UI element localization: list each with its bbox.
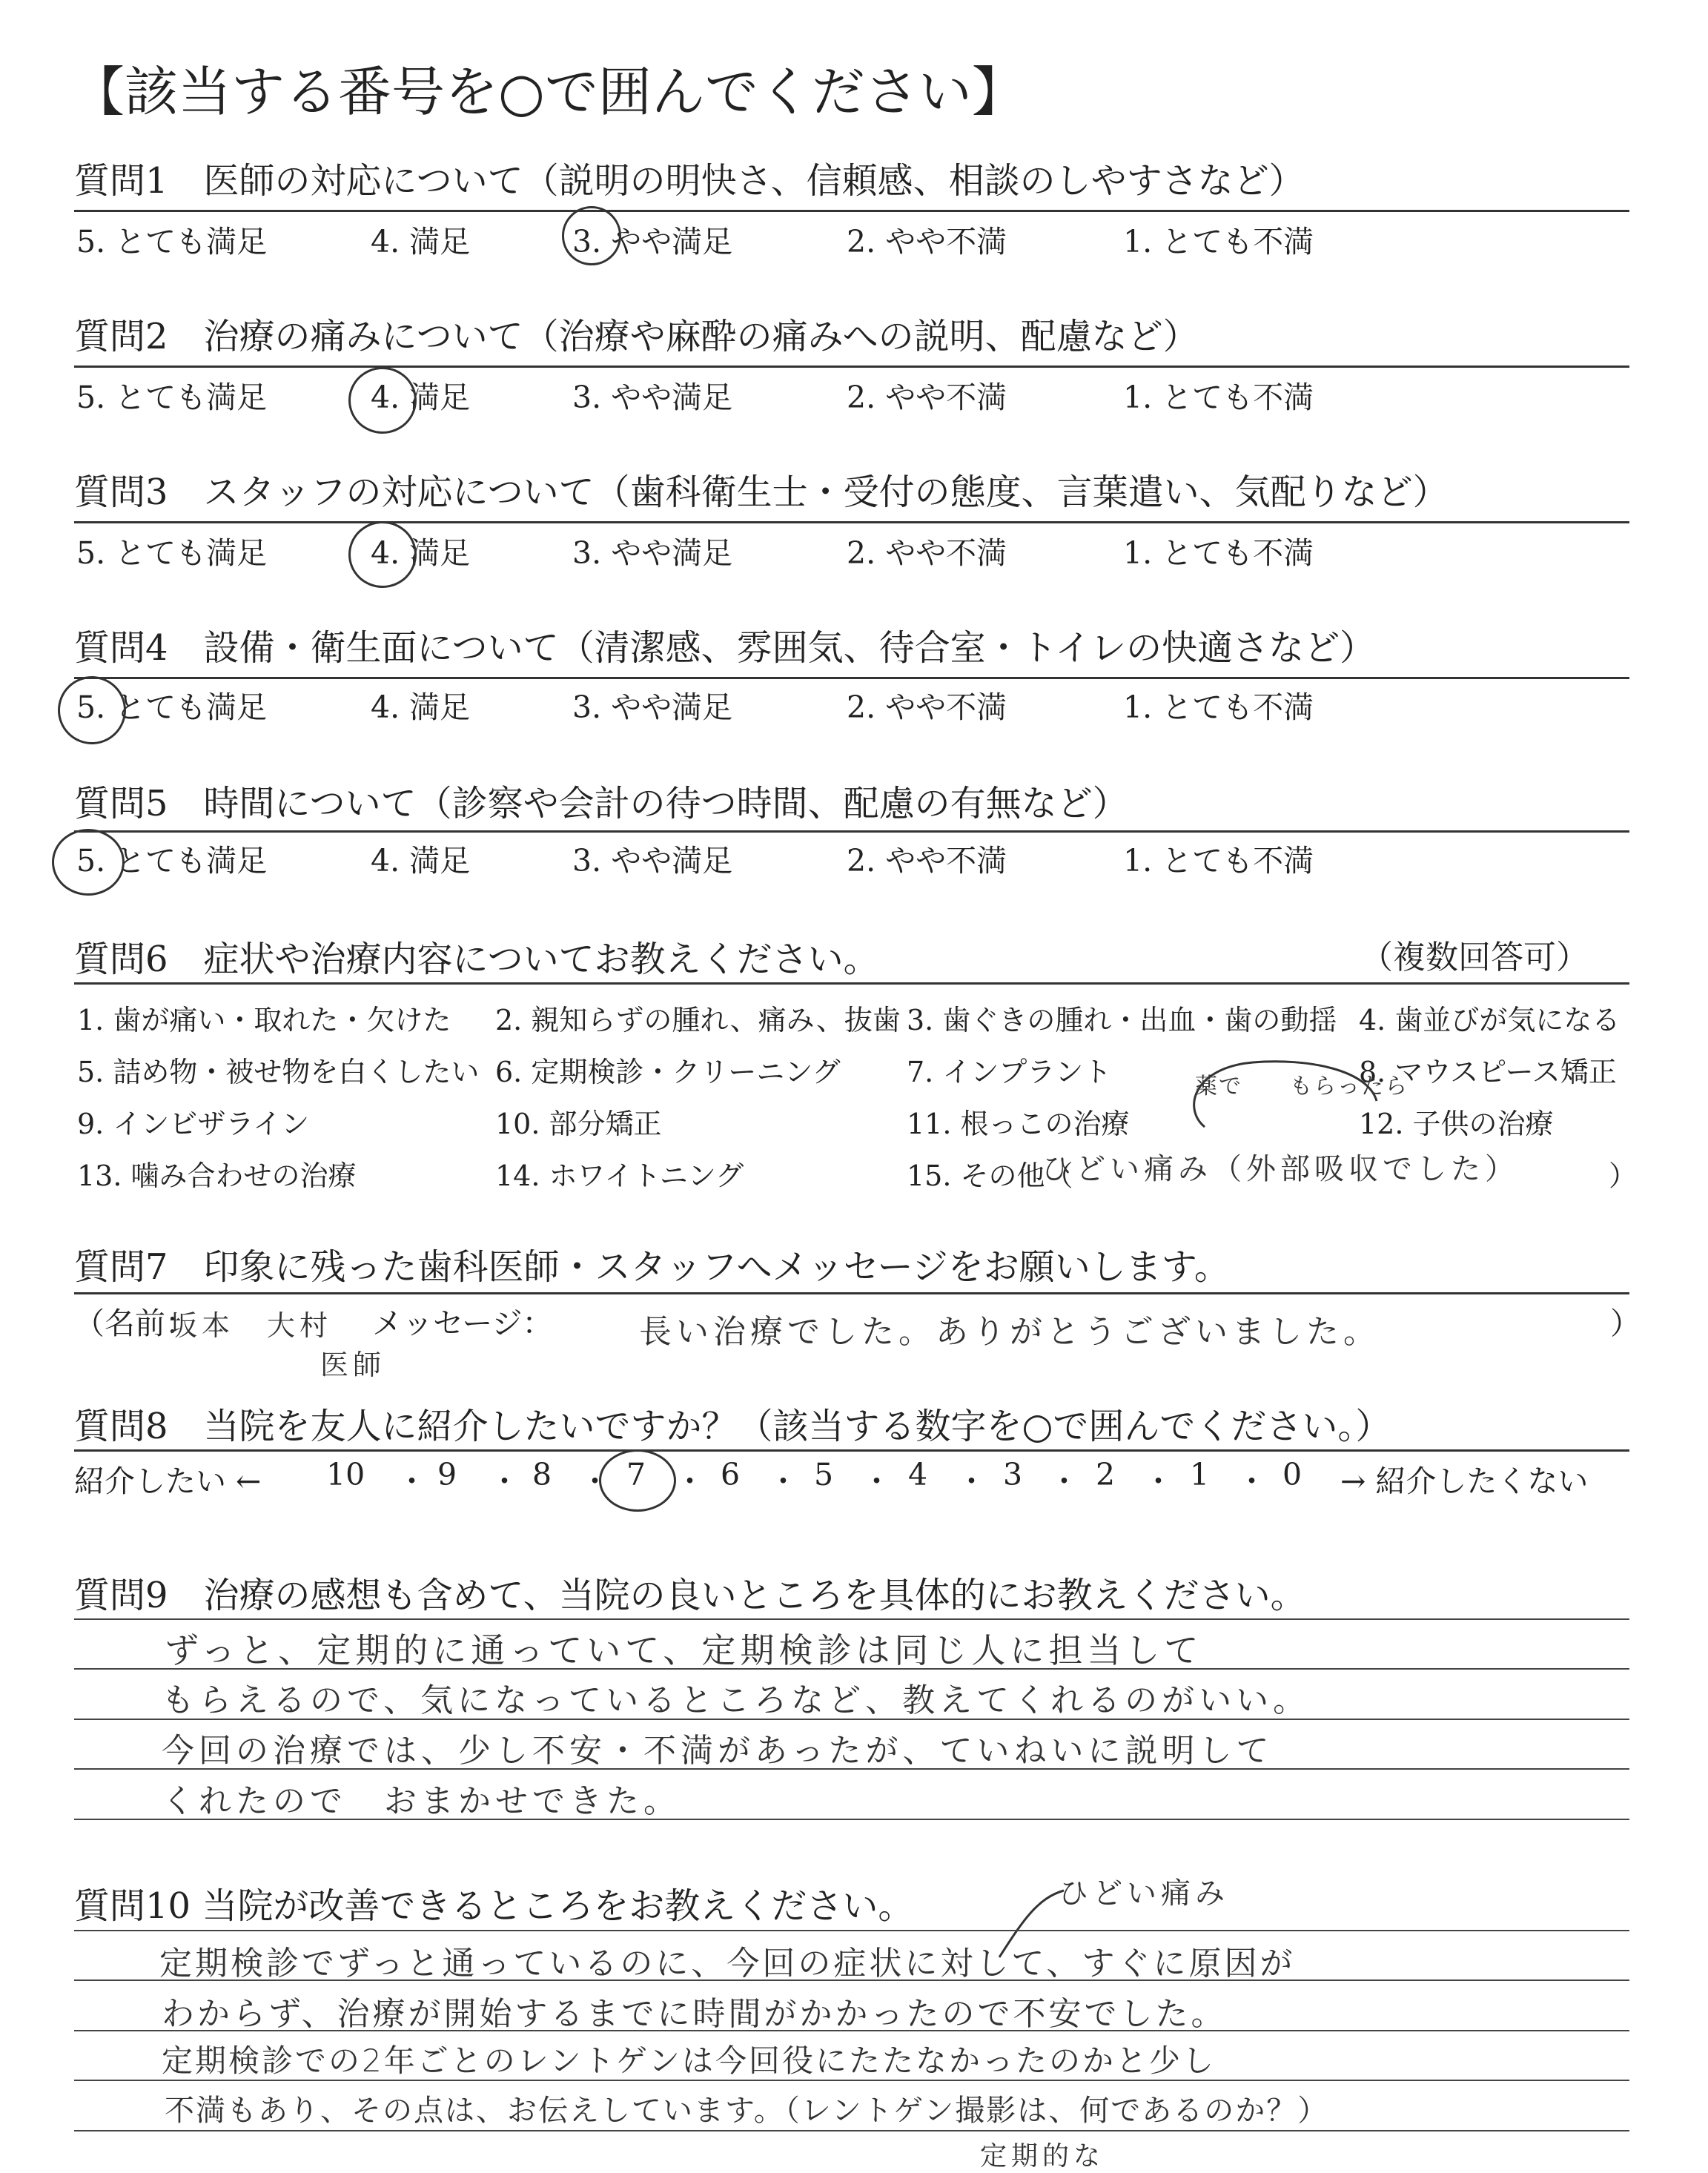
- multiple-answer-note: （複数回答可）: [1360, 939, 1589, 976]
- scale-separator: ・: [861, 1463, 892, 1499]
- scale-1[interactable]: 1: [1190, 1457, 1210, 1492]
- symptom-option[interactable]: 15. その他（: [907, 1160, 1073, 1192]
- option-4[interactable]: 4. 満足: [371, 689, 471, 725]
- option-3[interactable]: 3. やや満足: [572, 380, 733, 415]
- selection-circle: [599, 1449, 676, 1512]
- symptom-option[interactable]: 4. 歯並びが気になる: [1359, 1004, 1621, 1036]
- symptom-option[interactable]: 7. インプラント: [907, 1056, 1112, 1088]
- option-1[interactable]: 1. とても不満: [1123, 843, 1314, 879]
- selection-circle: [52, 829, 125, 896]
- handwritten-message[interactable]: 長い治療でした。ありがとうございました。: [639, 1313, 1380, 1351]
- cut-off-text: 定期的な: [980, 2141, 1105, 2172]
- question-title: 質問9 治療の感想も含めて、当院の良いところを具体的にお教えください。: [74, 1575, 1306, 1616]
- answer-line[interactable]: 定期検診での2年ごとのレントゲンは今回役にたたなかったのかと少し: [162, 2043, 1216, 2079]
- symptom-option[interactable]: 6. 定期検診・クリーニング: [495, 1056, 841, 1088]
- scale-separator: ・: [397, 1463, 427, 1499]
- page-title: 【該当する番号を○で囲んでください】: [71, 61, 1025, 123]
- symptom-option[interactable]: 2. 親知らずの腫れ、痛み、抜歯: [495, 1004, 901, 1036]
- answer-line[interactable]: 不満もあり、その点は、お伝えしています。（レントゲン撮影は、何であるのか？）: [165, 2094, 1329, 2128]
- option-1[interactable]: 1. とても不満: [1123, 535, 1314, 571]
- handwritten-name: 坂本 大村: [169, 1309, 333, 1342]
- message-close-paren: ）: [1610, 1306, 1641, 1341]
- scale-3[interactable]: 3: [1003, 1457, 1023, 1492]
- option-3[interactable]: 3. やや満足: [572, 535, 733, 571]
- option-2[interactable]: 2. やや不満: [847, 535, 1007, 571]
- scale-10[interactable]: 10: [326, 1457, 365, 1492]
- question-title: 質問7 印象に残った歯科医師・スタッフへメッセージをお願いします。: [74, 1246, 1230, 1288]
- option-5[interactable]: 5. とても満足: [76, 689, 268, 725]
- symptom-option[interactable]: 5. 詰め物・被せ物を白くしたい: [77, 1056, 480, 1088]
- handwritten-title: 医師: [320, 1349, 386, 1381]
- option-2[interactable]: 2. やや不満: [847, 689, 1007, 725]
- handwritten-bubble: [1182, 1056, 1386, 1145]
- selection-circle: [562, 206, 621, 265]
- answer-line[interactable]: わからず、治療が開始するまでに時間がかかったので不安でした。: [162, 1995, 1227, 2033]
- scale-separator: ・: [1049, 1463, 1079, 1499]
- symptom-option[interactable]: 14. ホワイトニング: [495, 1160, 744, 1192]
- handwritten-annotation: ひどい痛み: [1059, 1876, 1229, 1911]
- selection-circle: [348, 521, 417, 588]
- answer-line[interactable]: 今回の治療では、少し不安・不満があったが、ていねいに説明して: [162, 1732, 1274, 1770]
- option-1[interactable]: 1. とても不満: [1123, 380, 1314, 415]
- scale-7[interactable]: 7: [626, 1457, 646, 1492]
- question-title: 質問5 時間について（診察や会計の待つ時間、配慮の有無など）: [74, 783, 1128, 824]
- scale-separator: ・: [956, 1463, 987, 1499]
- scale-separator: ・: [768, 1463, 798, 1499]
- scale-separator: ・: [1237, 1463, 1267, 1499]
- not-recommend-label: → 紹介したくない: [1340, 1463, 1589, 1499]
- option-4[interactable]: 4. 満足: [371, 380, 471, 415]
- option-5[interactable]: 5. とても満足: [76, 535, 268, 571]
- symptom-option[interactable]: 9. インビザライン: [77, 1108, 310, 1140]
- option-1[interactable]: 1. とても不満: [1123, 224, 1314, 259]
- option-3[interactable]: 3. やや満足: [572, 224, 733, 259]
- option-5[interactable]: 5. とても満足: [76, 224, 268, 259]
- symptom-option[interactable]: 13. 噛み合わせの治療: [77, 1160, 357, 1192]
- option-5[interactable]: 5. とても満足: [76, 843, 268, 879]
- symptom-option[interactable]: 8. マウスピース矯正: [1359, 1056, 1617, 1088]
- scale-0[interactable]: 0: [1282, 1457, 1302, 1492]
- recommend-label: 紹介したい ←: [74, 1463, 262, 1499]
- option-2[interactable]: 2. やや不満: [847, 224, 1007, 259]
- symptom-option[interactable]: 1. 歯が痛い・取れた・欠けた: [77, 1004, 451, 1036]
- question-title: 質問2 治療の痛みについて（治療や麻酔の痛みへの説明、配慮など）: [74, 316, 1199, 357]
- question-title: 質問4 設備・衛生面について（清潔感、雰囲気、待合室・トイレの快適さなど）: [74, 627, 1376, 669]
- symptom-option[interactable]: 12. 子供の治療: [1359, 1108, 1554, 1140]
- option-2[interactable]: 2. やや不満: [847, 380, 1007, 415]
- answer-line[interactable]: ずっと、定期的に通っていて、定期検診は同じ人に担当して: [165, 1630, 1203, 1670]
- question-title: 質問1 医師の対応について（説明の明快さ、信頼感、相談のしやすさなど）: [74, 160, 1305, 202]
- scale-8[interactable]: 8: [532, 1457, 552, 1492]
- symptom-option[interactable]: 10. 部分矯正: [495, 1108, 662, 1140]
- scale-4[interactable]: 4: [908, 1457, 928, 1492]
- scale-9[interactable]: 9: [437, 1457, 457, 1492]
- handwritten-other: ひどい痛み（外部吸収でした）: [1042, 1152, 1519, 1186]
- other-close-paren: ）: [1609, 1160, 1638, 1192]
- answer-line[interactable]: くれたので おまかせできた。: [162, 1782, 681, 1820]
- option-5[interactable]: 5. とても満足: [76, 380, 268, 415]
- symptom-option[interactable]: 3. 歯ぐきの腫れ・出血・歯の動揺: [907, 1004, 1337, 1036]
- scale-separator: ・: [489, 1463, 520, 1499]
- question-title: 質問3 スタッフの対応について（歯科衛生士・受付の態度、言葉遣い、気配りなど）: [74, 472, 1449, 513]
- option-4[interactable]: 4. 満足: [371, 843, 471, 879]
- selection-circle: [58, 676, 126, 744]
- question-title: 質問10 当院が改善できるところをお教えください。: [74, 1885, 914, 1927]
- selection-circle: [348, 367, 417, 434]
- question-title: 質問6 症状や治療内容についてお教えください。: [74, 939, 879, 980]
- scale-5[interactable]: 5: [814, 1457, 834, 1492]
- message-label: メッセージ：: [372, 1306, 553, 1341]
- scale-2[interactable]: 2: [1096, 1457, 1116, 1492]
- question-title: 質問8 当院を友人に紹介したいですか？（該当する数字を○で囲んでください。）: [74, 1406, 1391, 1447]
- name-label: （名前：: [74, 1306, 196, 1341]
- option-4[interactable]: 4. 満足: [371, 224, 471, 259]
- option-1[interactable]: 1. とても不満: [1123, 689, 1314, 725]
- handwritten-note: 薬で もらったら: [1195, 1074, 1409, 1099]
- symptom-option[interactable]: 11. 根っこの治療: [907, 1108, 1130, 1140]
- scale-separator: ・: [1143, 1463, 1174, 1499]
- option-3[interactable]: 3. やや満足: [572, 843, 733, 879]
- scale-separator: ・: [675, 1463, 705, 1499]
- answer-line[interactable]: もらえるので、気になっているところなど、教えてくれるのがいい。: [162, 1681, 1311, 1719]
- scale-6[interactable]: 6: [721, 1457, 741, 1492]
- option-4[interactable]: 4. 満足: [371, 535, 471, 571]
- answer-line[interactable]: 定期検診でずっと通っているのに、今回の症状に対して、すぐに原因が: [159, 1945, 1296, 1982]
- option-2[interactable]: 2. やや不満: [847, 843, 1007, 879]
- option-3[interactable]: 3. やや満足: [572, 689, 733, 725]
- scale-separator: ・: [580, 1463, 610, 1499]
